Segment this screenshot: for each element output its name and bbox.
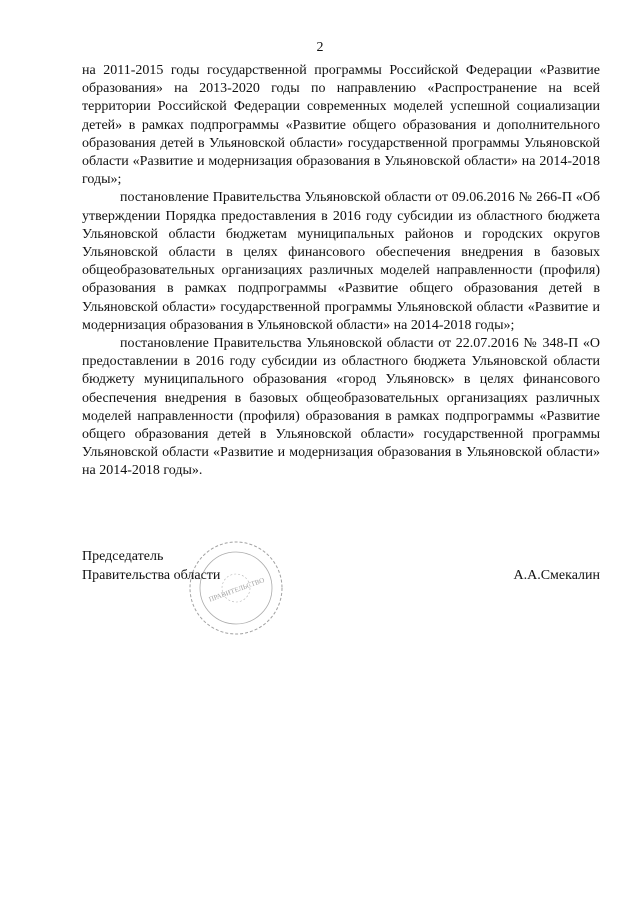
paragraph-decree-348: постановление Правительства Ульяновской области от 22.07.2016 № 348-П «О предоставлении в 2016 году субсидии из областного бюджета Ульяновской области бюджету муниципального образования «город Ульяновск» в целях финансового обеспечения внедрения в базовых общеобразовательных организациях различных моделей направленности (профиля) образования в рамках подпрограммы «Развитие общего образования детей в Ульяновской области» государственной программы Ульяновской области «Развитие и модернизация образования в Ульяновской области» на 2014-2018 годы». — [82, 336, 600, 479]
signature-title-line2: Правительства области — [82, 568, 221, 583]
document-body — [82, 62, 600, 481]
signature-title-line1: Председатель — [82, 549, 164, 564]
paragraph-decree-266: постановление Правительства Ульяновской области от 09.06.2016 № 266-П «Об утверждении Порядка предоставления в 2016 году субсидии из областного бюджета Ульяновской области бюджетам муниципальных районов и городских округов Ульяновской области в целях финансового обеспечения внедрения в базовых общеобразовательных организациях различных моделей направленности (профиля) образования в рамках подпрограммы «Развитие общего образования детей в Ульяновской области» государственной программы Ульяновской области «Развитие и модернизация образования в Ульяновской области» на 2014-2018 годы»; — [82, 190, 600, 333]
official-stamp — [186, 538, 286, 638]
signatory-name: А.А.Смекалин — [513, 568, 600, 583]
stamp-text: ПРАВИТЕЛЬСТВО — [207, 576, 266, 604]
page-number: 2 — [316, 40, 324, 55]
paragraph-continuation: на 2011-2015 годы государственной программы Российской Федерации «Развитие образования» на 2013-2020 годы по направлению «Распространение на всей территории Российской Федерации современных моделей успешной социализации детей» в рамках подпрограммы «Развитие общего образования и дополнительного образования детей в Ульяновской области» государственной программы Ульяновской области «Развитие и модернизация образования в Ульяновской области» на 2014-2018 годы»; — [82, 63, 600, 188]
